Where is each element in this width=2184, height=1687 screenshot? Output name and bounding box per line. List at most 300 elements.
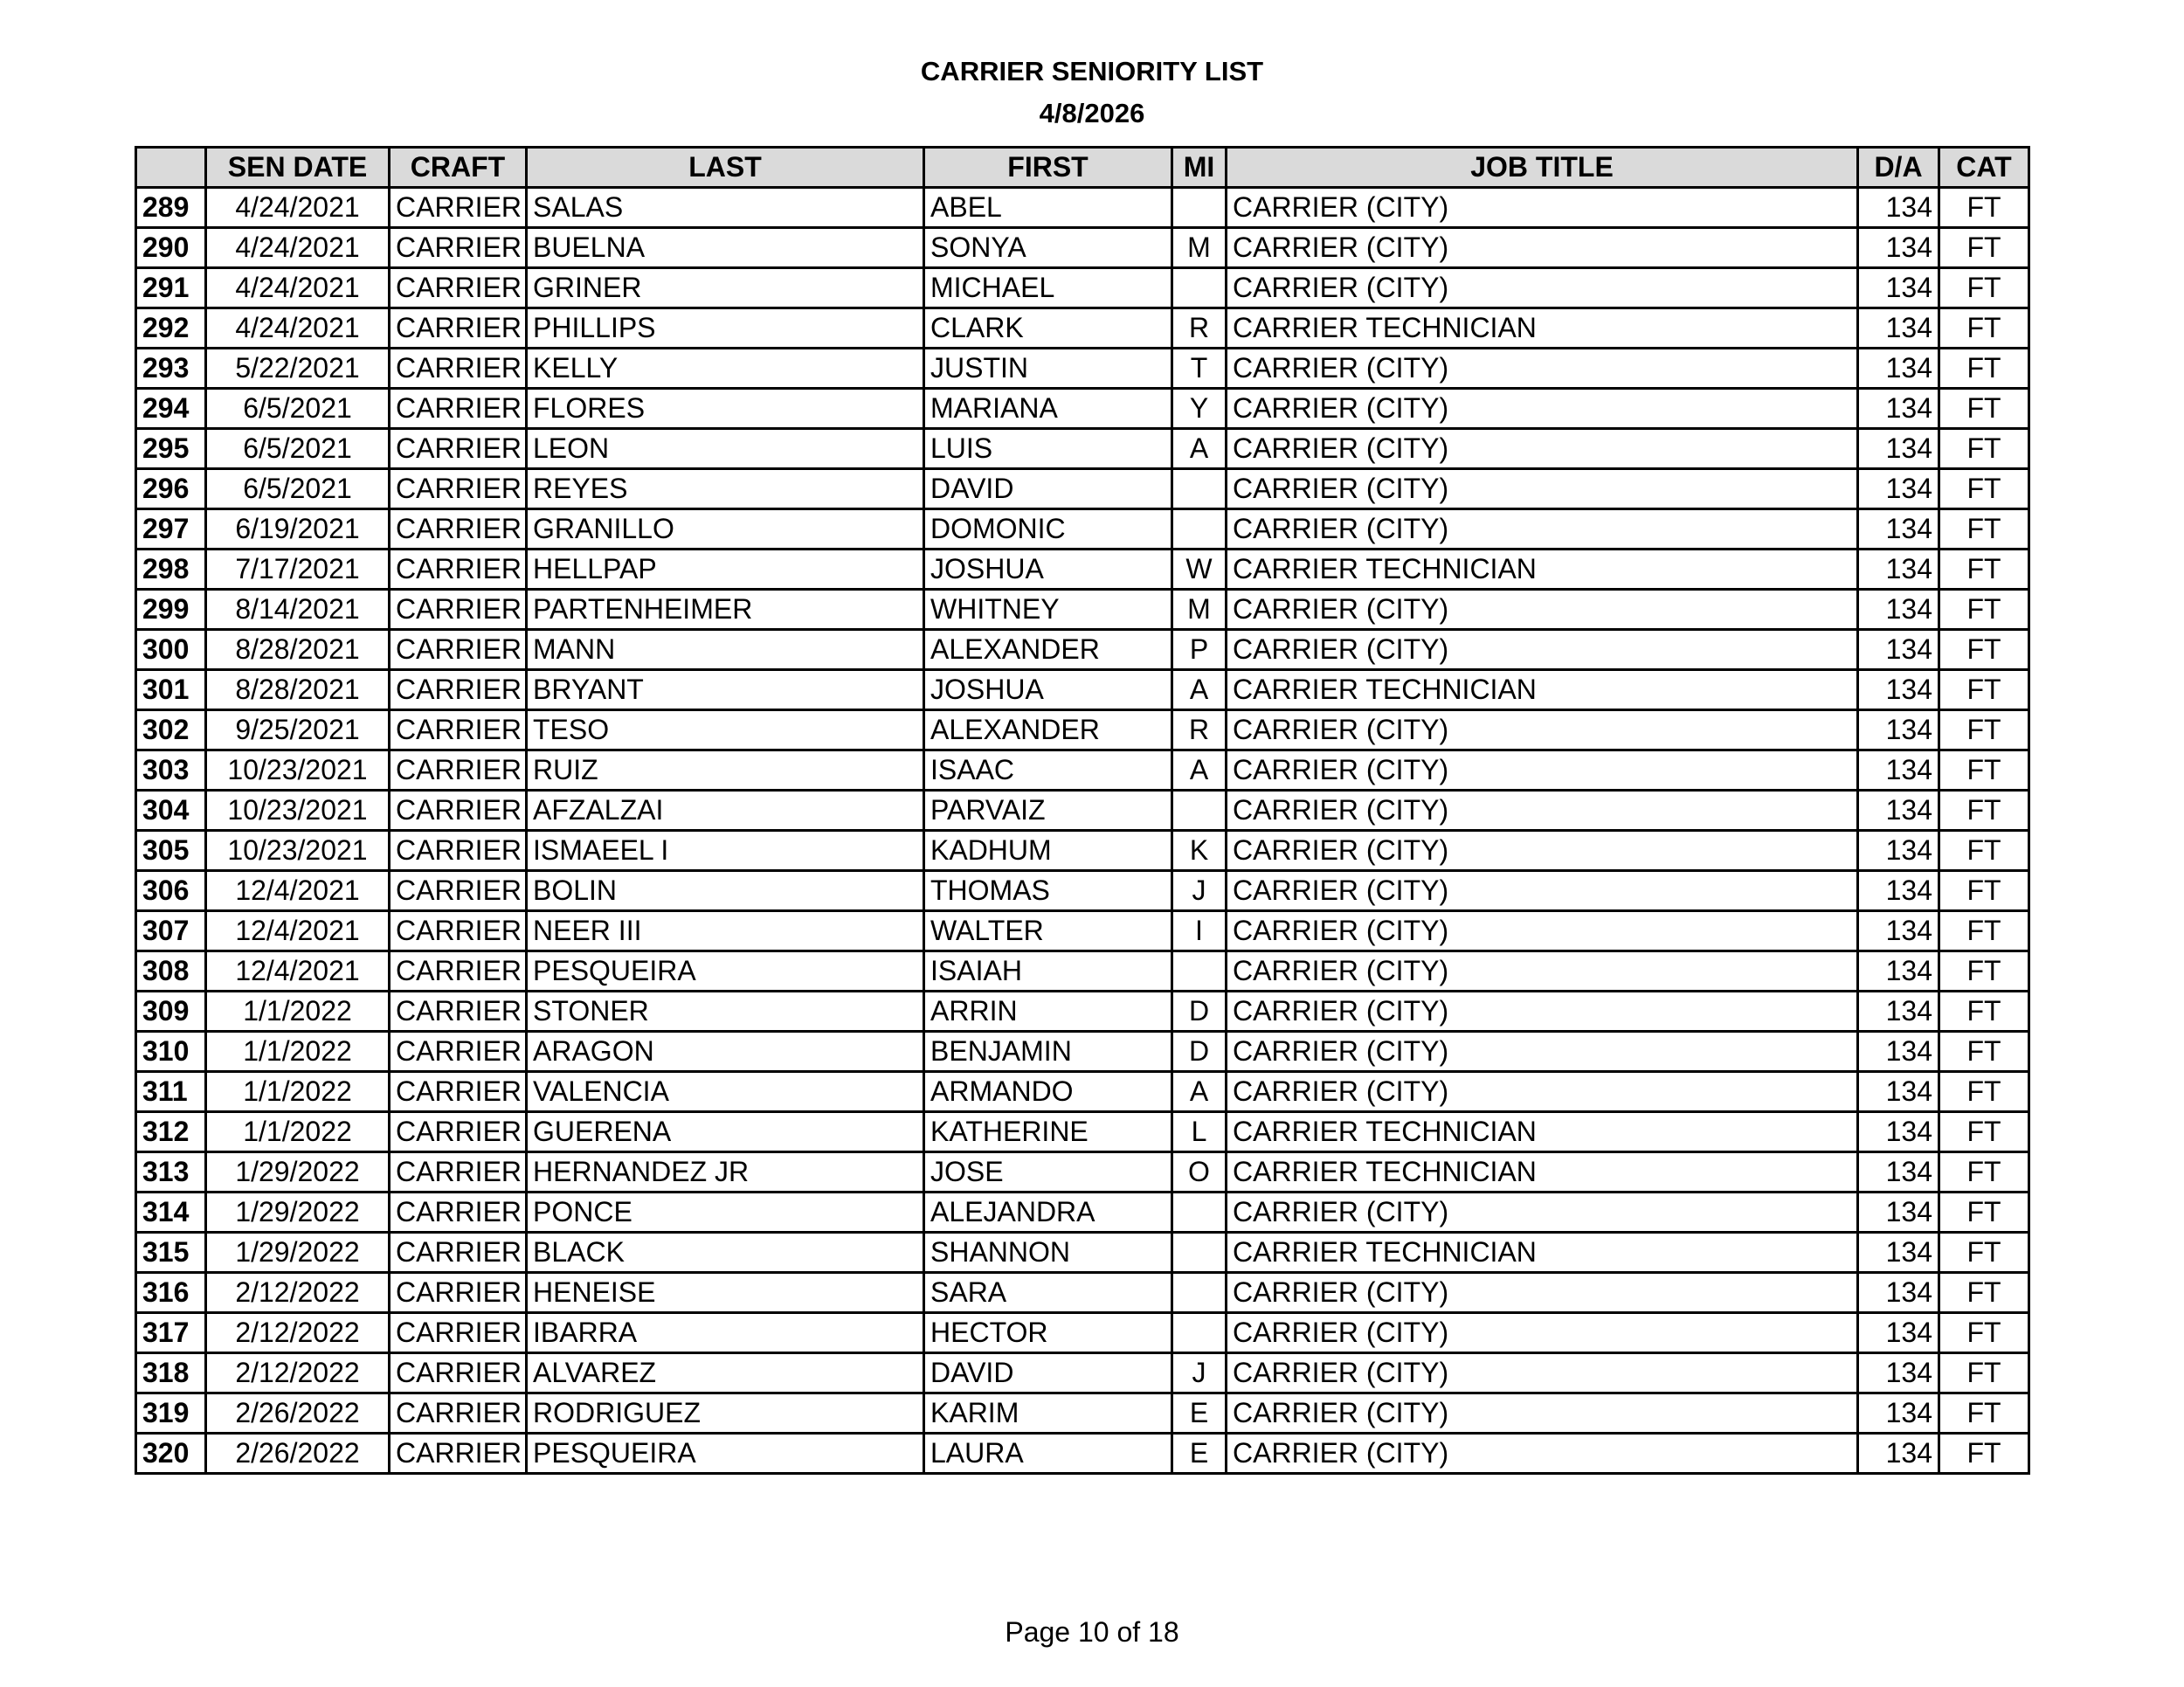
cell-num: 298	[136, 550, 206, 590]
cell-job-title: CARRIER (CITY)	[1227, 951, 1858, 992]
cell-mi: A	[1172, 1072, 1227, 1112]
cell-craft: CARRIER	[390, 1112, 527, 1152]
cell-cat: FT	[1939, 710, 2029, 750]
cell-craft: CARRIER	[390, 1273, 527, 1313]
cell-mi: M	[1172, 228, 1227, 268]
cell-num: 291	[136, 268, 206, 308]
cell-craft: CARRIER	[390, 590, 527, 630]
table-row	[136, 550, 2029, 590]
cell-last: HERNANDEZ JR	[527, 1152, 924, 1193]
cell-first: BENJAMIN	[924, 1032, 1172, 1072]
cell-num: 315	[136, 1233, 206, 1273]
cell-craft: CARRIER	[390, 1353, 527, 1393]
cell-num: 320	[136, 1434, 206, 1474]
cell-last: VALENCIA	[527, 1072, 924, 1112]
cell-num: 297	[136, 509, 206, 550]
table-row	[136, 831, 2029, 871]
cell-cat: FT	[1939, 911, 2029, 951]
table-row	[136, 308, 2029, 349]
cell-sen-date: 1/1/2022	[206, 992, 390, 1032]
cell-da: 134	[1858, 710, 1939, 750]
cell-job-title: CARRIER (CITY)	[1227, 1273, 1858, 1313]
cell-last: REYES	[527, 469, 924, 509]
cell-sen-date: 10/23/2021	[206, 750, 390, 791]
cell-cat: FT	[1939, 831, 2029, 871]
cell-num: 310	[136, 1032, 206, 1072]
cell-sen-date: 1/29/2022	[206, 1193, 390, 1233]
cell-sen-date: 2/26/2022	[206, 1434, 390, 1474]
cell-sen-date: 6/5/2021	[206, 469, 390, 509]
cell-first: PARVAIZ	[924, 791, 1172, 831]
cell-job-title: CARRIER (CITY)	[1227, 389, 1858, 429]
cell-sen-date: 7/17/2021	[206, 550, 390, 590]
cell-da: 134	[1858, 1112, 1939, 1152]
cell-first: LAURA	[924, 1434, 1172, 1474]
seniority-table	[135, 146, 2030, 1475]
cell-cat: FT	[1939, 1193, 2029, 1233]
cell-craft: CARRIER	[390, 670, 527, 710]
cell-last: RODRIGUEZ	[527, 1393, 924, 1434]
table-row	[136, 469, 2029, 509]
cell-num: 295	[136, 429, 206, 469]
cell-sen-date: 2/12/2022	[206, 1353, 390, 1393]
cell-cat: FT	[1939, 268, 2029, 308]
cell-craft: CARRIER	[390, 871, 527, 911]
cell-num: 293	[136, 349, 206, 389]
cell-sen-date: 12/4/2021	[206, 911, 390, 951]
cell-last: IBARRA	[527, 1313, 924, 1353]
cell-da: 134	[1858, 1233, 1939, 1273]
cell-job-title: CARRIER (CITY)	[1227, 831, 1858, 871]
cell-mi: E	[1172, 1393, 1227, 1434]
cell-da: 134	[1858, 1152, 1939, 1193]
cell-mi	[1172, 1193, 1227, 1233]
cell-first: KARIM	[924, 1393, 1172, 1434]
cell-craft: CARRIER	[390, 349, 527, 389]
cell-craft: CARRIER	[390, 1434, 527, 1474]
cell-da: 134	[1858, 630, 1939, 670]
table-row	[136, 1072, 2029, 1112]
cell-da: 134	[1858, 911, 1939, 951]
cell-craft: CARRIER	[390, 1393, 527, 1434]
cell-first: ISAIAH	[924, 951, 1172, 992]
cell-da: 134	[1858, 228, 1939, 268]
cell-first: ABEL	[924, 188, 1172, 228]
table-row	[136, 188, 2029, 228]
cell-sen-date: 4/24/2021	[206, 308, 390, 349]
cell-last: BOLIN	[527, 871, 924, 911]
table-row	[136, 670, 2029, 710]
header-first: FIRST	[924, 148, 1172, 188]
cell-da: 134	[1858, 1072, 1939, 1112]
cell-mi: M	[1172, 590, 1227, 630]
cell-job-title: CARRIER (CITY)	[1227, 1072, 1858, 1112]
cell-last: HENEISE	[527, 1273, 924, 1313]
cell-sen-date: 10/23/2021	[206, 831, 390, 871]
header-last: LAST	[527, 148, 924, 188]
cell-num: 311	[136, 1072, 206, 1112]
cell-mi	[1172, 268, 1227, 308]
cell-job-title: CARRIER (CITY)	[1227, 1434, 1858, 1474]
cell-last: TESO	[527, 710, 924, 750]
table-row	[136, 1112, 2029, 1152]
cell-first: JUSTIN	[924, 349, 1172, 389]
cell-mi: R	[1172, 308, 1227, 349]
table-row	[136, 951, 2029, 992]
cell-da: 134	[1858, 1353, 1939, 1393]
cell-craft: CARRIER	[390, 951, 527, 992]
table-row	[136, 509, 2029, 550]
cell-job-title: CARRIER (CITY)	[1227, 1193, 1858, 1233]
table-row	[136, 630, 2029, 670]
cell-job-title: CARRIER (CITY)	[1227, 911, 1858, 951]
cell-sen-date: 2/26/2022	[206, 1393, 390, 1434]
cell-last: RUIZ	[527, 750, 924, 791]
cell-da: 134	[1858, 1193, 1939, 1233]
cell-last: GRINER	[527, 268, 924, 308]
cell-craft: CARRIER	[390, 429, 527, 469]
cell-sen-date: 10/23/2021	[206, 791, 390, 831]
cell-num: 309	[136, 992, 206, 1032]
cell-last: BUELNA	[527, 228, 924, 268]
cell-sen-date: 1/1/2022	[206, 1072, 390, 1112]
cell-job-title: CARRIER (CITY)	[1227, 1032, 1858, 1072]
table-row	[136, 911, 2029, 951]
cell-first: WHITNEY	[924, 590, 1172, 630]
cell-sen-date: 4/24/2021	[206, 268, 390, 308]
cell-cat: FT	[1939, 1393, 2029, 1434]
cell-job-title: CARRIER TECHNICIAN	[1227, 1152, 1858, 1193]
cell-sen-date: 1/29/2022	[206, 1152, 390, 1193]
cell-last: PHILLIPS	[527, 308, 924, 349]
cell-cat: FT	[1939, 951, 2029, 992]
header-craft: CRAFT	[390, 148, 527, 188]
cell-sen-date: 2/12/2022	[206, 1313, 390, 1353]
cell-craft: CARRIER	[390, 308, 527, 349]
cell-craft: CARRIER	[390, 831, 527, 871]
cell-mi: W	[1172, 550, 1227, 590]
cell-last: PESQUEIRA	[527, 951, 924, 992]
cell-cat: FT	[1939, 1233, 2029, 1273]
cell-last: MANN	[527, 630, 924, 670]
cell-num: 306	[136, 871, 206, 911]
cell-job-title: CARRIER (CITY)	[1227, 630, 1858, 670]
cell-cat: FT	[1939, 429, 2029, 469]
cell-cat: FT	[1939, 1434, 2029, 1474]
header-mi: MI	[1172, 148, 1227, 188]
header-job-title: JOB TITLE	[1227, 148, 1858, 188]
cell-cat: FT	[1939, 1313, 2029, 1353]
table-row	[136, 1393, 2029, 1434]
cell-first: ALEXANDER	[924, 630, 1172, 670]
cell-cat: FT	[1939, 228, 2029, 268]
cell-mi: T	[1172, 349, 1227, 389]
cell-first: JOSHUA	[924, 670, 1172, 710]
cell-job-title: CARRIER (CITY)	[1227, 268, 1858, 308]
cell-last: PESQUEIRA	[527, 1434, 924, 1474]
cell-craft: CARRIER	[390, 469, 527, 509]
cell-cat: FT	[1939, 509, 2029, 550]
cell-cat: FT	[1939, 871, 2029, 911]
cell-craft: CARRIER	[390, 550, 527, 590]
cell-last: NEER III	[527, 911, 924, 951]
cell-sen-date: 12/4/2021	[206, 871, 390, 911]
header-da: D/A	[1858, 148, 1939, 188]
cell-da: 134	[1858, 1313, 1939, 1353]
cell-first: DOMONIC	[924, 509, 1172, 550]
cell-mi	[1172, 509, 1227, 550]
cell-cat: FT	[1939, 550, 2029, 590]
cell-craft: CARRIER	[390, 1152, 527, 1193]
cell-job-title: CARRIER (CITY)	[1227, 871, 1858, 911]
cell-job-title: CARRIER (CITY)	[1227, 590, 1858, 630]
cell-cat: FT	[1939, 1072, 2029, 1112]
cell-mi: E	[1172, 1434, 1227, 1474]
cell-first: JOSE	[924, 1152, 1172, 1193]
cell-num: 307	[136, 911, 206, 951]
cell-last: GRANILLO	[527, 509, 924, 550]
cell-first: SONYA	[924, 228, 1172, 268]
cell-first: ARRIN	[924, 992, 1172, 1032]
cell-mi: D	[1172, 992, 1227, 1032]
cell-num: 319	[136, 1393, 206, 1434]
cell-last: AFZALZAI	[527, 791, 924, 831]
cell-num: 302	[136, 710, 206, 750]
cell-da: 134	[1858, 1032, 1939, 1072]
cell-da: 134	[1858, 1434, 1939, 1474]
cell-mi: L	[1172, 1112, 1227, 1152]
cell-job-title: CARRIER (CITY)	[1227, 1393, 1858, 1434]
cell-job-title: CARRIER (CITY)	[1227, 349, 1858, 389]
cell-da: 134	[1858, 1393, 1939, 1434]
cell-first: ISAAC	[924, 750, 1172, 791]
cell-last: HELLPAP	[527, 550, 924, 590]
cell-last: ALVAREZ	[527, 1353, 924, 1393]
cell-da: 134	[1858, 389, 1939, 429]
cell-last: FLORES	[527, 389, 924, 429]
cell-job-title: CARRIER (CITY)	[1227, 188, 1858, 228]
cell-first: DAVID	[924, 469, 1172, 509]
page-number: Page 10 of 18	[1005, 1616, 1179, 1648]
cell-mi: J	[1172, 1353, 1227, 1393]
cell-first: ALEXANDER	[924, 710, 1172, 750]
cell-last: STONER	[527, 992, 924, 1032]
cell-job-title: CARRIER TECHNICIAN	[1227, 1112, 1858, 1152]
table-row	[136, 1434, 2029, 1474]
table-row	[136, 429, 2029, 469]
cell-da: 134	[1858, 750, 1939, 791]
cell-job-title: CARRIER (CITY)	[1227, 509, 1858, 550]
cell-last: LEON	[527, 429, 924, 469]
cell-mi: O	[1172, 1152, 1227, 1193]
cell-first: KADHUM	[924, 831, 1172, 871]
cell-num: 304	[136, 791, 206, 831]
cell-mi	[1172, 1273, 1227, 1313]
table-row	[136, 791, 2029, 831]
table-row	[136, 1032, 2029, 1072]
cell-last: BRYANT	[527, 670, 924, 710]
cell-last: BLACK	[527, 1233, 924, 1273]
cell-da: 134	[1858, 871, 1939, 911]
cell-first: CLARK	[924, 308, 1172, 349]
cell-da: 134	[1858, 429, 1939, 469]
page-title: CARRIER SENIORITY LIST	[920, 56, 1264, 86]
cell-sen-date: 1/1/2022	[206, 1112, 390, 1152]
header-sen-date: SEN DATE	[206, 148, 390, 188]
cell-sen-date: 1/1/2022	[206, 1032, 390, 1072]
cell-cat: FT	[1939, 1032, 2029, 1072]
cell-da: 134	[1858, 308, 1939, 349]
header-num	[136, 148, 206, 188]
cell-craft: CARRIER	[390, 710, 527, 750]
cell-craft: CARRIER	[390, 1313, 527, 1353]
list-date: 4/8/2026	[1039, 98, 1145, 128]
cell-craft: CARRIER	[390, 1032, 527, 1072]
cell-job-title: CARRIER TECHNICIAN	[1227, 670, 1858, 710]
table-row	[136, 710, 2029, 750]
table-header-row	[136, 148, 2029, 188]
cell-num: 296	[136, 469, 206, 509]
cell-num: 308	[136, 951, 206, 992]
cell-craft: CARRIER	[390, 389, 527, 429]
cell-mi	[1172, 1233, 1227, 1273]
table-row	[136, 750, 2029, 791]
cell-cat: FT	[1939, 750, 2029, 791]
cell-sen-date: 12/4/2021	[206, 951, 390, 992]
cell-da: 134	[1858, 791, 1939, 831]
cell-cat: FT	[1939, 791, 2029, 831]
cell-sen-date: 1/29/2022	[206, 1233, 390, 1273]
cell-mi	[1172, 951, 1227, 992]
cell-mi: A	[1172, 429, 1227, 469]
cell-job-title: CARRIER (CITY)	[1227, 750, 1858, 791]
cell-first: KATHERINE	[924, 1112, 1172, 1152]
table-row	[136, 1273, 2029, 1313]
cell-mi	[1172, 1313, 1227, 1353]
cell-sen-date: 4/24/2021	[206, 188, 390, 228]
cell-cat: FT	[1939, 992, 2029, 1032]
cell-job-title: CARRIER TECHNICIAN	[1227, 308, 1858, 349]
cell-da: 134	[1858, 951, 1939, 992]
cell-num: 303	[136, 750, 206, 791]
cell-job-title: CARRIER (CITY)	[1227, 228, 1858, 268]
table-row	[136, 389, 2029, 429]
cell-first: WALTER	[924, 911, 1172, 951]
cell-da: 134	[1858, 670, 1939, 710]
cell-da: 134	[1858, 590, 1939, 630]
cell-sen-date: 6/5/2021	[206, 429, 390, 469]
cell-num: 301	[136, 670, 206, 710]
cell-mi: I	[1172, 911, 1227, 951]
cell-da: 134	[1858, 469, 1939, 509]
cell-da: 134	[1858, 188, 1939, 228]
cell-craft: CARRIER	[390, 1072, 527, 1112]
cell-cat: FT	[1939, 1273, 2029, 1313]
cell-craft: CARRIER	[390, 509, 527, 550]
cell-last: PONCE	[527, 1193, 924, 1233]
cell-craft: CARRIER	[390, 911, 527, 951]
cell-craft: CARRIER	[390, 228, 527, 268]
cell-num: 292	[136, 308, 206, 349]
cell-craft: CARRIER	[390, 992, 527, 1032]
cell-cat: FT	[1939, 630, 2029, 670]
cell-first: SARA	[924, 1273, 1172, 1313]
cell-cat: FT	[1939, 670, 2029, 710]
cell-first: ARMANDO	[924, 1072, 1172, 1112]
cell-craft: CARRIER	[390, 791, 527, 831]
table-row	[136, 1193, 2029, 1233]
cell-last: KELLY	[527, 349, 924, 389]
cell-cat: FT	[1939, 590, 2029, 630]
cell-job-title: CARRIER (CITY)	[1227, 429, 1858, 469]
cell-job-title: CARRIER TECHNICIAN	[1227, 1233, 1858, 1273]
table-row	[136, 228, 2029, 268]
cell-cat: FT	[1939, 1152, 2029, 1193]
cell-mi: A	[1172, 750, 1227, 791]
cell-num: 313	[136, 1152, 206, 1193]
cell-mi	[1172, 188, 1227, 228]
table-row	[136, 268, 2029, 308]
cell-job-title: CARRIER (CITY)	[1227, 1353, 1858, 1393]
cell-last: ARAGON	[527, 1032, 924, 1072]
cell-cat: FT	[1939, 308, 2029, 349]
cell-craft: CARRIER	[390, 1193, 527, 1233]
cell-num: 300	[136, 630, 206, 670]
cell-num: 317	[136, 1313, 206, 1353]
cell-first: LUIS	[924, 429, 1172, 469]
cell-sen-date: 8/28/2021	[206, 630, 390, 670]
cell-first: SHANNON	[924, 1233, 1172, 1273]
cell-last: SALAS	[527, 188, 924, 228]
cell-first: JOSHUA	[924, 550, 1172, 590]
cell-sen-date: 6/5/2021	[206, 389, 390, 429]
cell-da: 134	[1858, 268, 1939, 308]
cell-num: 299	[136, 590, 206, 630]
cell-mi: R	[1172, 710, 1227, 750]
cell-first: THOMAS	[924, 871, 1172, 911]
cell-cat: FT	[1939, 1112, 2029, 1152]
cell-last: ISMAEEL I	[527, 831, 924, 871]
cell-cat: FT	[1939, 469, 2029, 509]
cell-sen-date: 6/19/2021	[206, 509, 390, 550]
cell-num: 318	[136, 1353, 206, 1393]
cell-first: HECTOR	[924, 1313, 1172, 1353]
table-row	[136, 1353, 2029, 1393]
cell-sen-date: 4/24/2021	[206, 228, 390, 268]
cell-sen-date: 5/22/2021	[206, 349, 390, 389]
header-cat: CAT	[1939, 148, 2029, 188]
cell-num: 305	[136, 831, 206, 871]
cell-job-title: CARRIER (CITY)	[1227, 710, 1858, 750]
cell-num: 294	[136, 389, 206, 429]
cell-cat: FT	[1939, 389, 2029, 429]
cell-mi	[1172, 791, 1227, 831]
cell-da: 134	[1858, 831, 1939, 871]
cell-cat: FT	[1939, 349, 2029, 389]
cell-da: 134	[1858, 550, 1939, 590]
cell-sen-date: 2/12/2022	[206, 1273, 390, 1313]
cell-first: MICHAEL	[924, 268, 1172, 308]
cell-mi: D	[1172, 1032, 1227, 1072]
table-row	[136, 349, 2029, 389]
cell-da: 134	[1858, 1273, 1939, 1313]
cell-job-title: CARRIER (CITY)	[1227, 992, 1858, 1032]
table-row	[136, 590, 2029, 630]
cell-last: GUERENA	[527, 1112, 924, 1152]
cell-num: 290	[136, 228, 206, 268]
cell-mi: Y	[1172, 389, 1227, 429]
cell-craft: CARRIER	[390, 750, 527, 791]
